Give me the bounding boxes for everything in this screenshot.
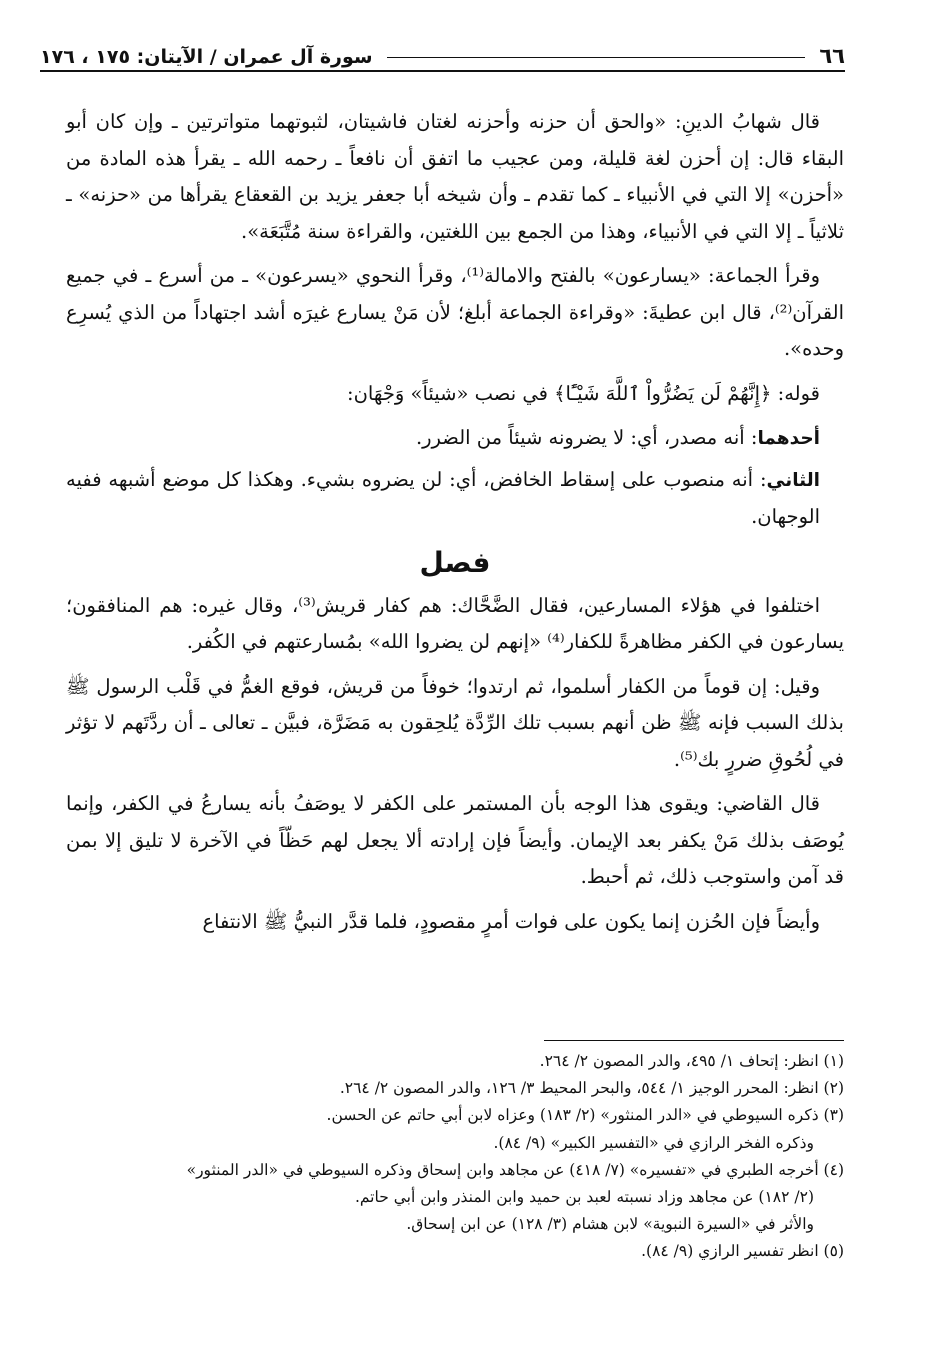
section-heading: فصل [419,545,491,579]
footnote: (٢) انظر: المحرر الوجيز ١/ ٥٤٤، والبحر المحيط ٣/ ١٢٦، والدر المصون ٢/ ٢٦٤. [339,1079,844,1098]
footnote: (٣) ذكره السيوطي في «الدر المنثور» (٢/ ١٨٣) وعزاه لابن أبي حاتم عن الحسن. [326,1106,844,1125]
page-number: ٦٦ [819,44,845,68]
aspect-label: أحدهما [757,428,820,449]
aspect-text: : أنه مصدر، أي: لا يضرونه شيئاً من الضرر. [415,426,758,449]
aspect-label: الثاني [766,469,820,491]
paragraph: قوله: ﴿إِنَّهُمْ لَن يَضُرُّواْ ٱللَّهَ شَيْـًٔا﴾ في نصب «شيئاً» وَجْهَان: [347,381,820,405]
paragraph: قال شهابُ الدينِ: «والحق أن حزنه وأحزنه لغتان فاشيتان، لثبوتهما متواترتين ـ وإن كان أبو البقاء قال: إن أحزن لغة قليلة، ومن عجيب ما اتفق أن نافعاً ـ رحمه الله ـ يقرأ هذه المادة من «أحزن» إلا التي في الأنبياء ـ كما تقدم ـ وأن شيخه أبا جعفر يزيد بن القعقاع يقرأها من «حزنه» ـ ثلاثياً ـ إلا التي في الأنبياء، وهذا من الجمع بين اللغتين، والقراءة سنة مُتَّبَعَة». [66,110,844,243]
footnotes [60,1048,844,1266]
paragraph: وقيل: إن قوماً من الكفار أسلموا، ثم ارتدوا؛ خوفاً من قريش، فوقع الغمُّ في قَلْب الرسول ﷺ بذلك السبب فإنه ﷺ ظن أنهم بسبب تلك الرِّدَّة يُلحِقون به مَضَرَّة، فبيَّن ـ تعالى ـ أن ردَّتَهم لا تؤثر في لُحُوقِ ضررٍ بك⁽⁵⁾. [66,674,844,771]
main-text [66,104,844,940]
paragraph: قال القاضي: ويقوى هذا الوجه بأن المستمر على الكفر لا يوصَفُ بأنه يسارعُ في الكفر، وإنما يُوصَف بذلك مَنْ يكفر بعد الإيمان. وأيضاً فإن إرادته ألا يجعل لهم حَظّاً في الآخرة لا تليق إلا بمن قد آمن واستوجب ذلك، ثم أحبط. [66,792,844,888]
aspect-text: : أنه منصوب على إسقاط الخافض، أي: لن يضروه بشيء. وهكذا كل موضع أشبهه ففيه الوجهان. [66,467,820,528]
page-header [40,30,845,72]
aspect-one [66,420,844,458]
footnote-continuation: (٢/ ١٨٢) عن مجاهد وزاد نسبته لعبد بن حميد وابن المنذر وابن أبي حاتم. [354,1188,814,1207]
running-title: سورة آل عمران / الآيتان: ١٧٥ ، ١٧٦ [40,46,373,68]
paragraph: اختلفوا في هؤلاء المسارعين، فقال الضَّحَّاك: هم كفار قريش⁽³⁾، وقال غيره: هم المنافقون؛ يسارعون في الكفر مظاهرةً للكفار⁽⁴⁾ «إنهم لن يضروا الله» بمُسارعتهم في الكُفر. [66,593,844,653]
footnote-separator [544,1040,844,1041]
paragraph: وقرأ الجماعة: «يسارعون» بالفتح والامالة⁽¹⁾، وقرأ النحوي «يسرعون» ـ من أسرع ـ في جميع القرآن⁽²⁾، قال ابن عطيةَ: «وقراءة الجماعة أبلغ؛ لأن مَنْ يسارع غيرَه أشد اجتهاداً من الذي يُسرِع وحده». [66,264,844,360]
header-rule [387,57,806,58]
footnote-continuation: وذكره الفخر الرازي في «التفسير الكبير» (٩/ ٨٤). [493,1133,814,1152]
footnote-continuation: والأثر في «السيرة النبوية» لابن هشام (٣/ ١٢٨) عن ابن إسحاق. [406,1215,814,1234]
paragraph: وأيضاً فإن الحُزن إنما يكون على فوات أمرٍ مقصودٍ، فلما قدَّر النبيُّ ﷺ الانتفاع [202,909,820,933]
footnote: (٥) انظر تفسير الرازي (٩/ ٨٤). [641,1242,844,1261]
footnote: (١) انظر: إتحاف ١/ ٤٩٥، والدر المصون ٢/ ٢٦٤. [539,1052,844,1070]
footnote: (٤) أخرجه الطبري في «تفسيره» (٧/ ٤١٨) عن مجاهد وابن إسحاق وذكره السيوطي في «الدر المنثور» [186,1160,844,1179]
aspect-two [66,462,844,536]
